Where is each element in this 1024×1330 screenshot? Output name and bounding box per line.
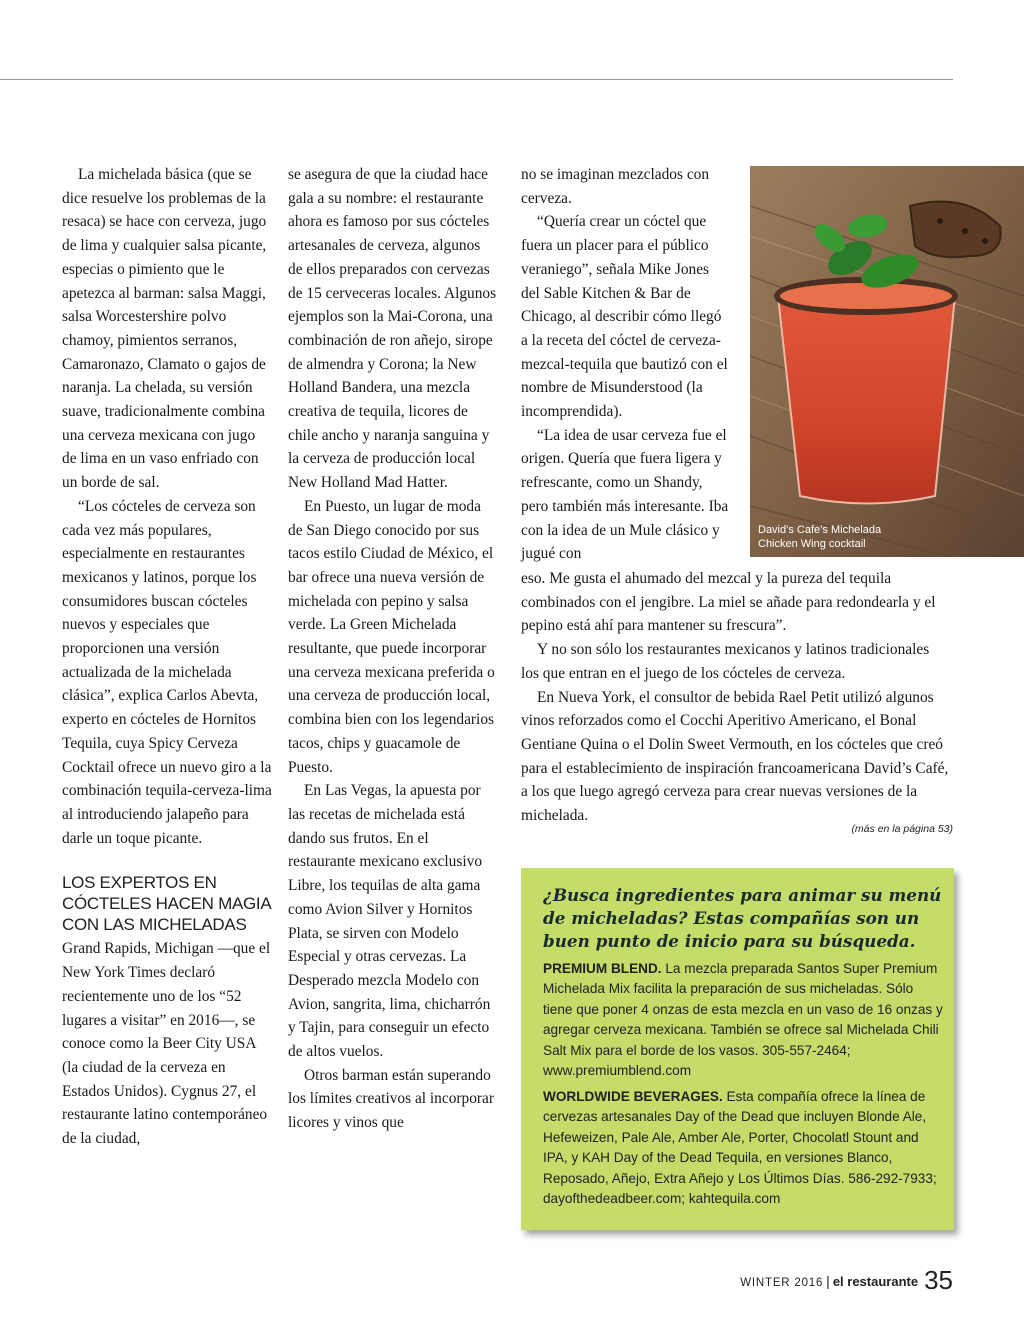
- paragraph: La michelada básica (que se dice resuelve los problemas de la resaca) se hace con cerveza, jugo de lima y cualquier salsa picante, especias o pimiento que le apetezca al barman: salsa Maggi, salsa Worcestershire polvo chamoy, pimientos serranos, Camaronazo, Clamato o gajos de naranja. La chelada, su versión suave, tradicionalmente combina una cerveza mexicana con jugo de lima en un vaso enfriado con un borde de sal.: [62, 166, 267, 492]
- paragraph: no se imaginan mezclados con cerveza.: [521, 166, 710, 207]
- sidebar-entry: [543, 959, 943, 1081]
- caption-line: Chicken Wing cocktail: [758, 538, 866, 550]
- top-rule: [0, 79, 953, 80]
- magazine-name: el restaurante: [832, 1274, 919, 1289]
- entry-text: Esta compañía ofrece la línea de cervezas artesanales Day of the Dead que incluyen Blonde Ale, Hefeweizen, Pale Ale, Amber Ale, Porter, Chocolatl Stount and IPA, y KAH Day of the Dead Tequila, en versiones Blanco, Reposado, Añejo, Extra Añejo y Los Últimos Días. 586-292-7933; dayofthedeadbeer.com; kahtequila.com: [543, 1089, 937, 1207]
- continued-note: (más en la página 53): [851, 823, 953, 835]
- paragraph: Grand Rapids, Michigan —que el New York Times declaró recientemente uno de los “52 lugares a visitar” en 2016—, se conoce como la Beer City USA (la ciudad de la cerveza en Estados Unidos). Cygnus 27, el restaurante latino contemporáneo de la ciudad,: [62, 940, 271, 1148]
- paragraph: “Los cócteles de cerveza son cada vez más populares, especialmente en restaurantes mexicanos y latinos, porque los consumidores buscan cócteles nuevos y especiales que proporcionen una versión actualizada de la michelada clásica”, explica Carlos Abevta, experto en cócteles de Hornitos Tequila, cuya Spicy Cerveza Cocktail ofrece un nuevo giro a la combinación tequila-cerveza-lima al introduciendo jalapeño para darle un toque picante.: [62, 497, 272, 847]
- paragraph: “La idea de usar cerveza fue el origen. Quería que fuera ligera y refrescante, como un Shandy, pero también más interesante. Iba con la idea de un Mule clásico y jugué con: [521, 426, 729, 563]
- article-column-1: [62, 163, 272, 1151]
- michelada-photo: [750, 166, 1024, 557]
- entry-name: PREMIUM BLEND.: [543, 961, 662, 976]
- paragraph: Otros barman están superando los límites creativos al incorporar licores y vinos que: [288, 1066, 495, 1132]
- page-number: 35: [924, 1265, 953, 1295]
- paragraph: se asegura de que la ciudad hace gala a su nombre: el restaurante ahora es famoso por sus cócteles artesanales de cerveza, algunos de ellos preparados con cervezas de 15 cerveceras locales. Algunos ejemplos son la Mai-Corona, una combinación de ron añejo, sirope de almendra y Corona; la New Holland Bandera, una mezcla creativa de tequila, licores de chile ancho y naranja sanguina y la cerveza de producción local New Holland Mad Hatter.: [288, 166, 497, 492]
- paragraph: En Nueva York, el consultor de bebida Rael Petit utilizó algunos vinos reforzados como el Cocchi Aperitivo Americano, el Bonal Gentiane Quina o el Dolin Sweet Vermouth, en los cócteles que creó para el establecimiento de inspiración francoamericana David’s Café, a los que luego agregó cerveza para crear nuevas versiones de la michelada.: [521, 688, 949, 825]
- section-subhead: LOS EXPERTOS EN CÓCTELES HACEN MAGIA CON LAS MICHELADAS: [62, 873, 271, 935]
- footer-separator: |: [826, 1273, 830, 1289]
- paragraph: En Las Vegas, la apuesta por las recetas de michelada está dando sus frutos. En el restaurante mexicano exclusivo Libre, los tequilas de alta gama como Avion Silver y Hornitos Plata, se sirven con Modelo Especial y otras cervezas. La Desperado mezcla Modelo con Avion, sangrita, lima, chicharrón y Tajin, para conseguir un efecto de altos vuelos.: [288, 782, 491, 1061]
- page-footer: [740, 1262, 953, 1293]
- paragraph: En Puesto, un lugar de moda de San Diego conocido por sus tacos estilo Ciudad de México, el bar ofrece una nueva versión de michelada con pepino y salsa verde. La Green Michelada resultante, que puede incorporar una cerveza mexicana preferida o una cerveza de producción local, combina bien con los legendarios tacos, chips y guacamole de Puesto.: [288, 497, 495, 776]
- sidebar-entry: [543, 1087, 943, 1209]
- paragraph: eso. Me gusta el ahumado del mezcal y la pureza del tequila combinados con el jengibre. La miel se añade para redondearla y el pepino está ahí para mantener su frescura”.: [521, 570, 936, 635]
- entry-name: WORLDWIDE BEVERAGES.: [543, 1089, 723, 1104]
- sidebar-box: [521, 868, 954, 1230]
- article-column-3: [521, 163, 731, 566]
- caption-line: David’s Cafe’s Michelada: [758, 524, 882, 536]
- article-column-3-wide: [521, 567, 951, 828]
- photo-caption: [758, 523, 881, 551]
- michelada-illustration: [750, 166, 1024, 557]
- article-column-2: [288, 163, 498, 1135]
- paragraph: “Quería crear un cóctel que fuera un placer para el público veraniego”, señala Mike Jones del Sable Kitchen & Bar de Chicago, al describir cómo llegó a la receta del cóctel de cerveza-mezcal-tequila que bautizó con el nombre de Misunderstood (la incomprendida).: [521, 213, 728, 421]
- issue-date: WINTER 2016: [740, 1277, 824, 1289]
- sidebar-heading: ¿Busca ingredientes para animar su menú de micheladas? Estas compañías son un buen punto de inicio para su búsqueda.: [543, 885, 942, 951]
- entry-text: La mezcla preparada Santos Super Premium Michelada Mix facilita la preparación de sus micheladas. Sólo tiene que poner 4 onzas de esta mezcla en un vaso de 16 onzas y agregar cerveza mexicana. También se ofrece sal Michelada Chili Salt Mix para el borde de los vasos. 305-557-2464; www.premiumblend.com: [543, 961, 943, 1079]
- paragraph: Y no son sólo los restaurantes mexicanos y latinos tradicionales los que entran en el juego de los cócteles de cerveza.: [521, 641, 930, 682]
